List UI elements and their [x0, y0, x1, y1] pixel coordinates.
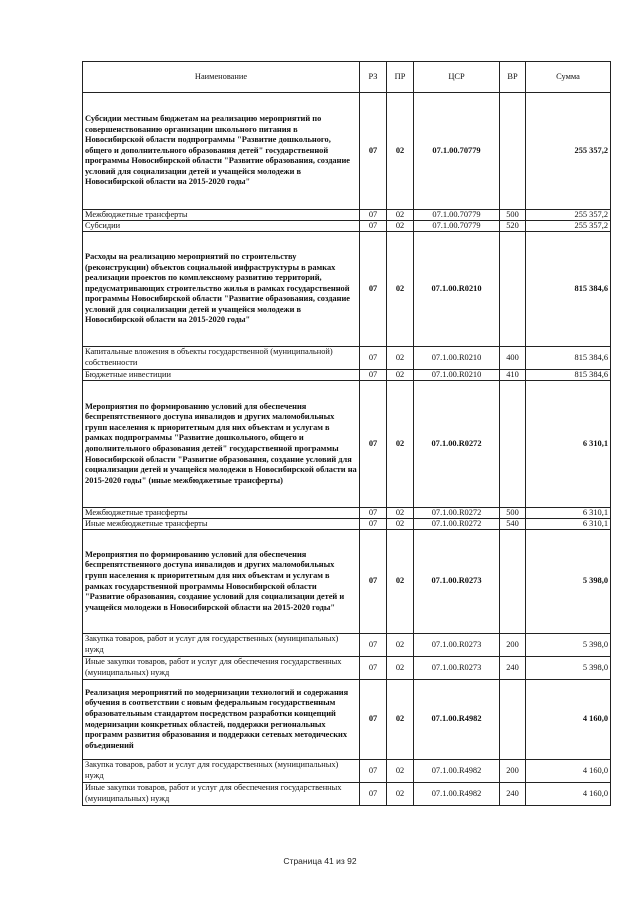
row-pr: 02	[387, 210, 414, 221]
row-pr: 02	[387, 760, 414, 783]
row-name: Бюджетные инвестиции	[83, 370, 360, 381]
table-row	[83, 221, 611, 232]
row-csr: 07.1.00.R0273	[414, 634, 500, 657]
row-pr: 02	[387, 93, 414, 210]
row-pr: 02	[387, 530, 414, 634]
row-vr: 200	[500, 634, 526, 657]
row-pr: 02	[387, 232, 414, 347]
table-row	[83, 634, 611, 657]
row-sum: 4 160,0	[526, 783, 611, 806]
row-pr: 02	[387, 347, 414, 370]
row-rz: 07	[360, 93, 387, 210]
row-pr: 02	[387, 381, 414, 508]
row-rz: 07	[360, 210, 387, 221]
row-name: Мероприятия по формированию условий для обеспечения беспрепятственного доступа инвалидов и других маломобильных групп населения к приоритетным для них объектам и услугам в рамках подпрограммы "Развитие дошкольного, общего и дополнительного образования детей" государственной программы Новосибирской области "Развитие образования, создание условий для социализации детей и учащейся молодежи в Новосибирской области на 2015-2020 годы" (иные межбюджетные трансферты)	[83, 381, 360, 508]
row-rz: 07	[360, 680, 387, 760]
row-csr: 07.1.00.R0273	[414, 657, 500, 680]
row-vr: 400	[500, 347, 526, 370]
row-vr: 240	[500, 657, 526, 680]
row-sum: 255 357,2	[526, 221, 611, 232]
row-vr: 500	[500, 210, 526, 221]
row-name: Закупка товаров, работ и услуг для государственных (муниципальных) нужд	[83, 760, 360, 783]
row-csr: 07.1.00.R0273	[414, 530, 500, 634]
row-sum: 255 357,2	[526, 210, 611, 221]
header-rz: РЗ	[360, 62, 387, 93]
row-name: Закупка товаров, работ и услуг для государственных (муниципальных) нужд	[83, 634, 360, 657]
row-csr: 07.1.00.R0210	[414, 347, 500, 370]
row-vr	[500, 530, 526, 634]
table-row	[83, 347, 611, 370]
row-sum: 5 398,0	[526, 530, 611, 634]
row-vr	[500, 232, 526, 347]
row-rz: 07	[360, 221, 387, 232]
row-vr: 520	[500, 221, 526, 232]
row-rz: 07	[360, 381, 387, 508]
row-vr	[500, 680, 526, 760]
table-row	[83, 232, 611, 347]
row-pr: 02	[387, 783, 414, 806]
table-row	[83, 680, 611, 760]
row-csr: 07.1.00.R4982	[414, 760, 500, 783]
row-vr	[500, 93, 526, 210]
row-csr: 07.1.00.R0272	[414, 508, 500, 519]
row-name: Иные межбюджетные трансферты	[83, 519, 360, 530]
row-rz: 07	[360, 232, 387, 347]
row-csr: 07.1.00.R4982	[414, 783, 500, 806]
table-row	[83, 530, 611, 634]
row-rz: 07	[360, 634, 387, 657]
row-pr: 02	[387, 370, 414, 381]
row-csr: 07.1.00.R0272	[414, 519, 500, 530]
row-name: Капитальные вложения в объекты государственной (муниципальной) собственности	[83, 347, 360, 370]
row-pr: 02	[387, 657, 414, 680]
row-sum: 815 384,6	[526, 370, 611, 381]
page-number: Страница 41 из 92	[283, 856, 357, 866]
row-rz: 07	[360, 347, 387, 370]
row-rz: 07	[360, 530, 387, 634]
row-sum: 4 160,0	[526, 760, 611, 783]
row-csr: 07.1.00.R0272	[414, 381, 500, 508]
row-name: Субсидии	[83, 221, 360, 232]
budget-table	[82, 61, 611, 806]
row-sum: 6 310,1	[526, 381, 611, 508]
row-rz: 07	[360, 760, 387, 783]
row-pr: 02	[387, 508, 414, 519]
row-sum: 6 310,1	[526, 519, 611, 530]
row-name: Межбюджетные трансферты	[83, 210, 360, 221]
row-sum: 4 160,0	[526, 680, 611, 760]
row-name: Иные закупки товаров, работ и услуг для обеспечения государственных (муниципальных) нужд	[83, 657, 360, 680]
row-vr: 500	[500, 508, 526, 519]
row-csr: 07.1.00.R0210	[414, 370, 500, 381]
table-row	[83, 657, 611, 680]
table-header-row	[83, 62, 611, 93]
table-row	[83, 210, 611, 221]
row-rz: 07	[360, 370, 387, 381]
header-name: Наименование	[83, 62, 360, 93]
header-pr: ПР	[387, 62, 414, 93]
row-name: Межбюджетные трансферты	[83, 508, 360, 519]
header-csr: ЦСР	[414, 62, 500, 93]
row-name: Мероприятия по формированию условий для обеспечения беспрепятственного доступа инвалидов и других маломобильных групп населения к приоритетным для них объектам и услугам в рамках государственной программы Новосибирской области "Развитие образования, создание условий для социализации детей и учащейся молодежи в Новосибирской области на 2015-2020 годы"	[83, 530, 360, 634]
row-sum: 5 398,0	[526, 657, 611, 680]
row-pr: 02	[387, 634, 414, 657]
row-csr: 07.1.00.R0210	[414, 232, 500, 347]
row-name: Расходы на реализацию мероприятий по строительству (реконструкции) объектов социальной инфраструктуры в рамках реализации проектов по комплексному развитию территорий, предусматривающих строительство жилья в рамках государственной программы Новосибирской области "Развитие образования, создание условий для социализации детей и учащейся молодежи в Новосибирской области на 2015-2020 годы"	[83, 232, 360, 347]
row-csr: 07.1.00.R4982	[414, 680, 500, 760]
row-sum: 6 310,1	[526, 508, 611, 519]
table-row	[83, 370, 611, 381]
row-pr: 02	[387, 519, 414, 530]
row-csr: 07.1.00.70779	[414, 93, 500, 210]
row-vr	[500, 381, 526, 508]
header-vr: ВР	[500, 62, 526, 93]
row-rz: 07	[360, 783, 387, 806]
table-row	[83, 381, 611, 508]
row-csr: 07.1.00.70779	[414, 221, 500, 232]
row-pr: 02	[387, 680, 414, 760]
row-csr: 07.1.00.70779	[414, 210, 500, 221]
table-row	[83, 519, 611, 530]
row-name: Иные закупки товаров, работ и услуг для обеспечения государственных (муниципальных) нужд	[83, 783, 360, 806]
row-rz: 07	[360, 657, 387, 680]
table-row	[83, 508, 611, 519]
table-row	[83, 783, 611, 806]
row-vr: 240	[500, 783, 526, 806]
row-vr: 540	[500, 519, 526, 530]
row-pr: 02	[387, 221, 414, 232]
row-vr: 200	[500, 760, 526, 783]
row-sum: 815 384,6	[526, 232, 611, 347]
row-sum: 5 398,0	[526, 634, 611, 657]
table-row	[83, 760, 611, 783]
row-rz: 07	[360, 519, 387, 530]
row-vr: 410	[500, 370, 526, 381]
row-sum: 815 384,6	[526, 347, 611, 370]
header-sum: Сумма	[526, 62, 611, 93]
row-sum: 255 357,2	[526, 93, 611, 210]
row-name: Реализация мероприятий по модернизации технологий и содержания обучения в соответствии с новым федеральным государственным образовательным стандартом посредством разработки концепций модернизации конкретных областей, поддержки региональных программ развития образования и поддержки сетевых методических объединений	[83, 680, 360, 760]
table-row	[83, 93, 611, 210]
row-name: Субсидии местным бюджетам на реализацию мероприятий по совершенствованию организации школьного питания в Новосибирской области подпрограммы "Развитие дошкольного, общего и дополнительного образования детей" государственной программы Новосибирской области "Развитие образования, создание условий для социализации детей и учащейся молодежи в Новосибирской области на 2015-2020 годы"	[83, 93, 360, 210]
row-rz: 07	[360, 508, 387, 519]
